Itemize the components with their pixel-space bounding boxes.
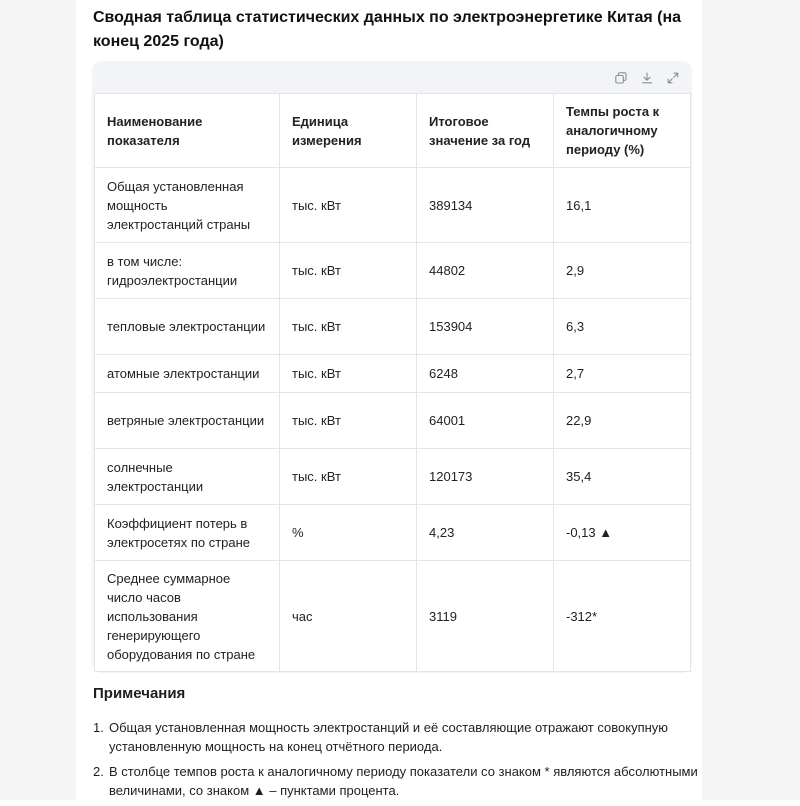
table-row: [95, 243, 691, 299]
table-row: [95, 168, 691, 243]
table-row: [95, 299, 691, 355]
cell-growth: 6,3: [554, 299, 691, 355]
chat-message-content: [76, 0, 702, 800]
cell-unit: тыс. кВт: [280, 243, 417, 299]
note-number: 2.: [93, 764, 104, 779]
cell-growth: 35,4: [554, 449, 691, 505]
cell-unit: тыс. кВт: [280, 393, 417, 449]
table-row: [95, 505, 691, 561]
cell-value: 120173: [417, 449, 554, 505]
cell-value: 6248: [417, 355, 554, 393]
cell-unit: тыс. кВт: [280, 299, 417, 355]
cell-unit: %: [280, 505, 417, 561]
cell-growth: 16,1: [554, 168, 691, 243]
left-margin: [0, 0, 76, 800]
cell-indicator: атомные электростанции: [95, 355, 280, 393]
table-row: [95, 393, 691, 449]
note-text: Общая установленная мощность электростанций и её составляющие отражают совокупную установленную мощность на конец отчётного периода.: [109, 720, 669, 754]
header-annual-value: Итоговое значение за год: [417, 94, 554, 168]
list-item: [93, 718, 703, 756]
cell-unit: тыс. кВт: [280, 168, 417, 243]
cell-indicator: солнечные электростанции: [95, 449, 280, 505]
statistics-table: [94, 93, 691, 672]
cell-value: 4,23: [417, 505, 554, 561]
cell-value: 3119: [417, 561, 554, 672]
note-number: 1.: [93, 720, 104, 735]
cell-unit: тыс. кВт: [280, 355, 417, 393]
cell-value: 64001: [417, 393, 554, 449]
header-unit: Единица измерения: [280, 94, 417, 168]
cell-value: 389134: [417, 168, 554, 243]
cell-unit: тыс. кВт: [280, 449, 417, 505]
cell-indicator: Общая установленная мощность электростанций страны: [95, 168, 280, 243]
header-indicator: Наименование показателя: [95, 94, 280, 168]
table-row: [95, 561, 691, 672]
copy-icon[interactable]: [612, 69, 630, 87]
cell-growth: 2,9: [554, 243, 691, 299]
table-header-row: [95, 94, 691, 168]
cell-indicator: тепловые электростанции: [95, 299, 280, 355]
list-item: [93, 762, 703, 800]
note-text: В столбце темпов роста к аналогичному периоду показатели со знаком * являются абсолютными величинами, со знаком ▲ – пунктами процента.: [109, 764, 698, 798]
header-growth-rate: Темпы роста к аналогичному периоду (%): [554, 94, 691, 168]
expand-icon[interactable]: [664, 69, 682, 87]
cell-indicator: в том числе: гидроэлектростанции: [95, 243, 280, 299]
cell-growth: 22,9: [554, 393, 691, 449]
notes-heading: Примечания: [93, 685, 186, 702]
table-card: [92, 61, 692, 673]
cell-growth: -312*: [554, 561, 691, 672]
cell-unit: час: [280, 561, 417, 672]
cell-value: 44802: [417, 243, 554, 299]
right-margin: [702, 0, 800, 800]
cell-growth: -0,13 ▲: [554, 505, 691, 561]
page-title: Сводная таблица статистических данных по электроэнергетике Китая (на конец 2025 года): [93, 9, 682, 50]
table-toolbar: [612, 69, 682, 87]
table-row: [95, 355, 691, 393]
cell-value: 153904: [417, 299, 554, 355]
cell-indicator: Среднее суммарное число часов использования генерирующего оборудования по стране: [95, 561, 280, 672]
table-row: [95, 449, 691, 505]
cell-indicator: ветряные электростанции: [95, 393, 280, 449]
download-icon[interactable]: [638, 69, 656, 87]
cell-indicator: Коэффициент потерь в электросетях по стране: [95, 505, 280, 561]
cell-growth: 2,7: [554, 355, 691, 393]
notes-list: [93, 718, 703, 806]
